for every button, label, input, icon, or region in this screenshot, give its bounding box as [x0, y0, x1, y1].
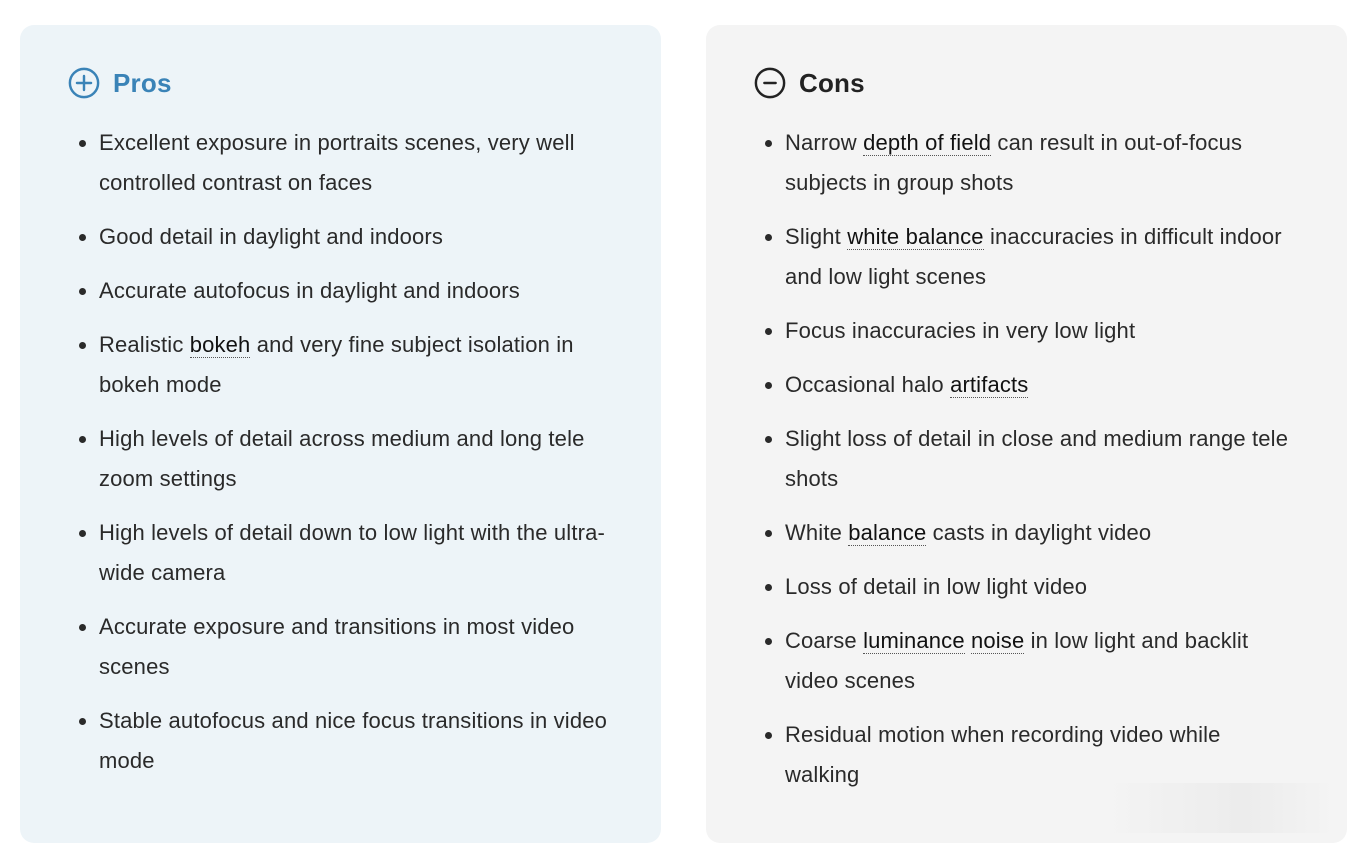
cons-item-text: Coarse — [785, 628, 864, 653]
pros-item — [68, 271, 613, 311]
cons-card — [706, 25, 1347, 843]
cons-item-text: Occasional halo — [785, 372, 951, 397]
pros-card — [20, 25, 661, 843]
pros-header — [68, 65, 621, 101]
cons-item-text: Slight loss of detail in close and medium range tele shots — [785, 426, 1289, 491]
glossary-term-link[interactable]: white balance — [847, 224, 984, 249]
cons-item — [754, 123, 1299, 203]
pros-item-text: Accurate autofocus in daylight and indoors — [99, 278, 520, 303]
cons-item — [754, 217, 1299, 297]
pros-item — [68, 217, 613, 257]
pros-item-text: Stable autofocus and nice focus transitions in video mode — [99, 708, 607, 773]
pros-title: Pros — [113, 67, 172, 98]
pros-item — [68, 419, 613, 499]
glossary-term-link[interactable]: bokeh — [189, 332, 251, 357]
pros-item — [68, 701, 613, 781]
cons-item-text: Residual motion when recording video while walking — [785, 722, 1221, 787]
pros-item-text: Excellent exposure in portraits scenes, very well controlled contrast on faces — [99, 130, 575, 195]
cons-item-text: Slight — [785, 224, 848, 249]
cons-item-text: can result in out-of-focus subjects in group shots — [785, 130, 1243, 195]
cons-item-text: Narrow — [785, 130, 864, 155]
glossary-term-link[interactable]: noise — [971, 628, 1025, 653]
pros-item — [68, 513, 613, 593]
plus-circle-icon — [68, 67, 100, 99]
cons-item — [754, 419, 1299, 499]
pros-item-text: High levels of detail across medium and long tele zoom settings — [99, 426, 585, 491]
cons-item-text: White — [785, 520, 849, 545]
pros-item-text: Realistic — [99, 332, 190, 357]
pros-item — [68, 123, 613, 203]
cons-title: Cons — [799, 67, 865, 98]
pros-item-text: Good detail in daylight and indoors — [99, 224, 444, 249]
cons-item-text: casts in daylight video — [926, 520, 1152, 545]
pros-item — [68, 325, 613, 405]
cons-item-text: in low light and backlit video scenes — [785, 628, 1249, 693]
glossary-term-link[interactable]: luminance — [863, 628, 965, 653]
cons-item-text: inaccuracies in difficult indoor and low light scenes — [785, 224, 1282, 289]
pros-item-text: and very fine subject isolation in bokeh mode — [99, 332, 574, 397]
cons-item — [754, 567, 1299, 607]
glossary-term-link[interactable]: artifacts — [950, 372, 1029, 397]
cons-item — [754, 365, 1299, 405]
cons-item — [754, 513, 1299, 553]
minus-circle-icon — [754, 67, 786, 99]
watermark-blur — [1105, 783, 1335, 833]
cons-header — [754, 65, 1307, 101]
pros-item — [68, 607, 613, 687]
cons-item-text: Loss of detail in low light video — [785, 574, 1088, 599]
cons-item — [754, 311, 1299, 351]
pros-item-text: Accurate exposure and transitions in most video scenes — [99, 614, 575, 679]
cons-list — [754, 123, 1307, 795]
glossary-term-link[interactable]: balance — [848, 520, 927, 545]
pros-item-text: High levels of detail down to low light with the ultra-wide camera — [99, 520, 605, 585]
glossary-term-link[interactable]: depth of field — [863, 130, 992, 155]
cons-item-text: Focus inaccuracies in very low light — [785, 318, 1136, 343]
pros-list — [68, 123, 621, 781]
cons-item — [754, 621, 1299, 701]
